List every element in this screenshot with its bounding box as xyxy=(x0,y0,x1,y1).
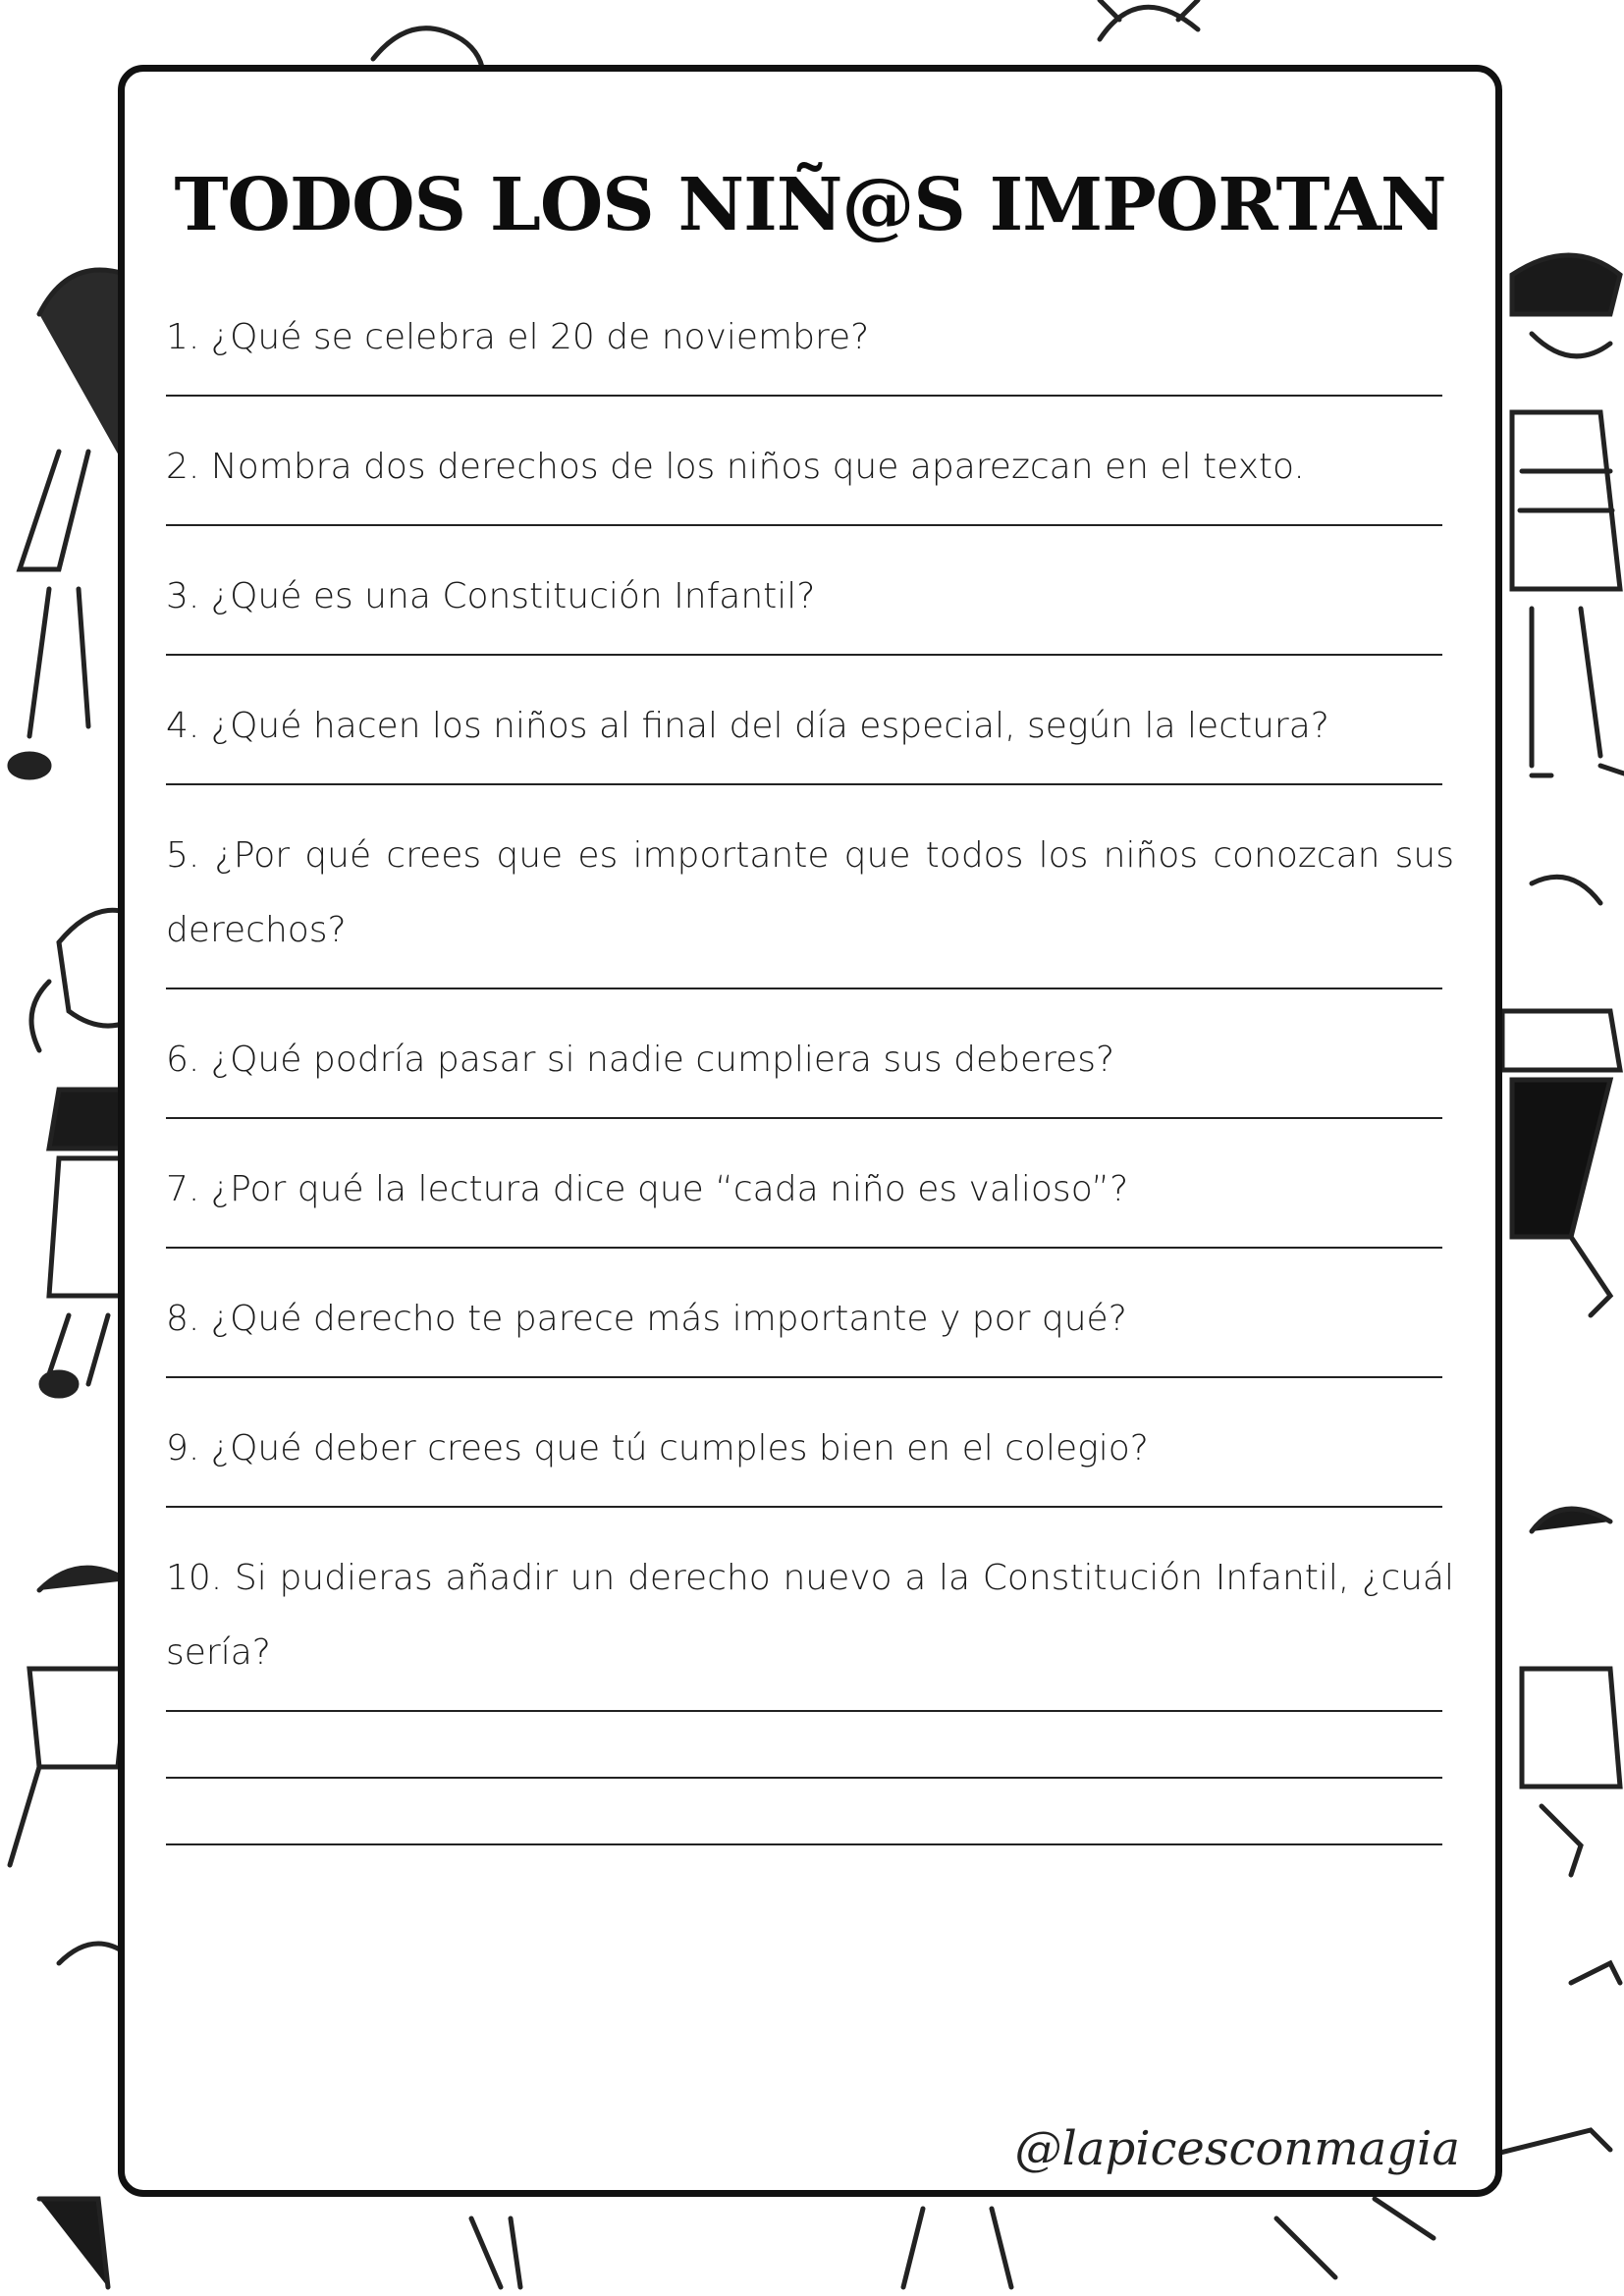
answer-line[interactable] xyxy=(166,654,1442,656)
question-5 xyxy=(166,819,1454,989)
question-8 xyxy=(166,1282,1454,1378)
question-1 xyxy=(166,300,1454,397)
question-10 xyxy=(166,1541,1454,1845)
question-text: 6. ¿Qué podría pasar si nadie cumpliera sus deberes? xyxy=(166,1040,1115,1081)
question-text: 4. ¿Qué hacen los niños al final del día especial, según la lectura? xyxy=(166,706,1329,747)
question-text: 3. ¿Qué es una Constitución Infantil? xyxy=(166,576,816,617)
author-signature: @lapicesconmagia xyxy=(1014,2121,1460,2176)
page-title: TODOS LOS NIÑ@S IMPORTAN xyxy=(174,163,1446,247)
question-text: 7. ¿Por qué la lectura dice que “cada niño es valioso”? xyxy=(166,1169,1129,1210)
answer-line[interactable] xyxy=(166,1777,1442,1779)
question-2 xyxy=(166,430,1454,526)
question-text: 1. ¿Qué se celebra el 20 de noviembre? xyxy=(166,317,870,358)
answer-line[interactable] xyxy=(166,395,1442,397)
question-3 xyxy=(166,560,1454,656)
question-9 xyxy=(166,1412,1454,1508)
answer-line[interactable] xyxy=(166,1506,1442,1508)
question-6 xyxy=(166,1023,1454,1119)
question-text: 8. ¿Qué derecho te parece más importante y por qué? xyxy=(166,1299,1127,1340)
question-text: 5. ¿Por qué crees que es importante que todos los niños conozcan sus derechos? xyxy=(166,835,1454,951)
answer-line[interactable] xyxy=(166,524,1442,526)
question-7 xyxy=(166,1152,1454,1249)
answer-line[interactable] xyxy=(166,1376,1442,1378)
answer-line[interactable] xyxy=(166,988,1442,989)
question-list xyxy=(166,300,1454,1845)
question-text: 9. ¿Qué deber crees que tú cumples bien en el colegio? xyxy=(166,1428,1149,1469)
answer-line[interactable] xyxy=(166,1247,1442,1249)
answer-line[interactable] xyxy=(166,1117,1442,1119)
question-text: 10. Si pudieras añadir un derecho nuevo a la Constitución Infantil, ¿cuál sería? xyxy=(166,1558,1454,1674)
answer-line[interactable] xyxy=(166,1843,1442,1845)
question-text: 2. Nombra dos derechos de los niños que aparezcan en el texto. xyxy=(166,447,1305,488)
question-4 xyxy=(166,689,1454,785)
answer-line[interactable] xyxy=(166,1710,1442,1712)
answer-line[interactable] xyxy=(166,783,1442,785)
worksheet-card xyxy=(118,65,1502,2197)
